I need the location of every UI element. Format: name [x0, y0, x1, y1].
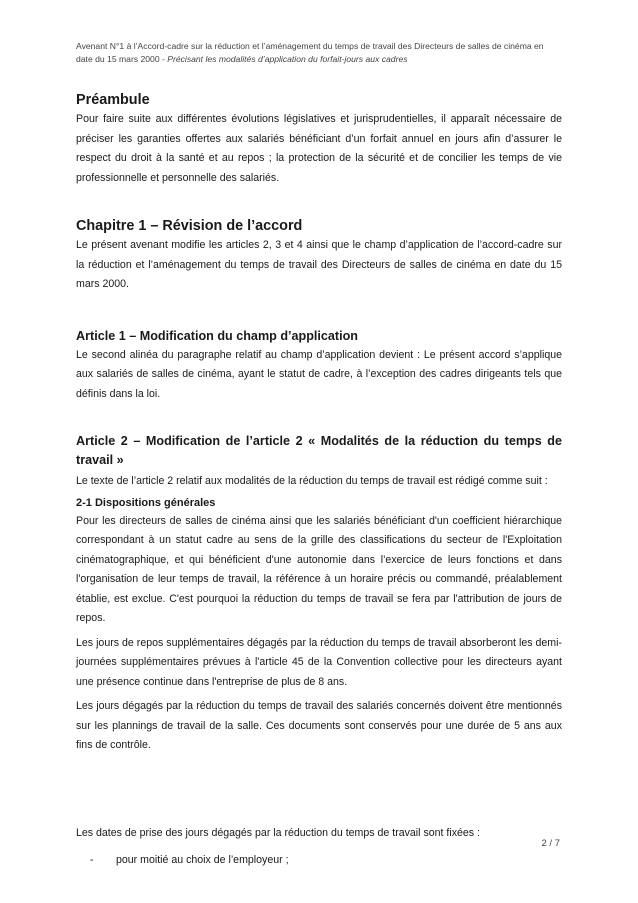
article1-text: Le second alinéa du paragraphe relatif au champ d’application devient : Le présent accord s’applique aux salariés de salles de cinéma, ayant le statut de cadre, à l’exception des cadres dirigeants tels que définis dans la loi. — [76, 348, 562, 400]
header-line-2 — [76, 53, 564, 66]
subsection-2-1-title: 2-1 Dispositions générales — [76, 496, 216, 509]
article2-intro: Le texte de l’article 2 relatif aux modalités de la réduction du temps de travail est rédigé comme suit : — [76, 475, 548, 487]
header-date: date du 15 mars 2000 - — [76, 54, 168, 64]
article2-para3: Les jours dégagés par la réduction du temps de travail des salariés concernés doivent être mentionnés sur les plannings de travail de la salle. Ces documents sont conservés pour une durée de 5 ans aux fins de contrôle. — [76, 700, 562, 751]
header-subtitle: Précisant les modalités d’application du forfait-jours aux cadres — [167, 54, 408, 64]
article2-para2: Les jours de repos supplémentaires dégagés par la réduction du temps de travail absorberont les demi-journées supplémentaires prévues à l'article 45 de la Convention collective pour les directeurs ayant une présence continue dans l'entreprise de plus de 8 ans. — [76, 636, 562, 688]
preambule-title: Préambule — [76, 92, 150, 108]
list-item — [76, 851, 562, 870]
chapitre1-title: Chapitre 1 – Révision de l’accord — [76, 218, 303, 234]
article2-para1: Pour les directeurs de salles de cinéma ainsi que les salariés bénéficiant d'un coefficient hiérarchique correspondant à un statut cadre au sens de la grille des classifications du secteur de l'Exploitation cinématographique, et qui bénéficient d'une autonomie dans l’exercice de leurs fonctions et dans l'organisation de leur temps de travail, la référence à un horaire précis ou commandé, préalablement établie, est exclue. C'est pourquoi la réduction du temps de travail se fera par l'attribution de jours de repos. — [76, 514, 562, 624]
document-body — [76, 91, 562, 870]
list-bullet: - — [90, 854, 94, 866]
running-header — [76, 40, 564, 66]
chapitre1-text: Le présent avenant modifie les articles 2, 3 et 4 ainsi que le champ d’application de l’accord-cadre sur la réduction et l’aménagement du temps de travail des Directeurs de salles de cinéma en date du 15 mars 2000. — [76, 239, 562, 290]
preambule-text: Pour faire suite aux différentes évolutions législatives et jurisprudentielles, il apparaît nécessaire de préciser les garanties offertes aux salariés bénéficiant d’un forfait annuel en jours afin d’assurer le respect du droit à la santé et au repos ; la protection de la sécurité et de concilier les temps de vie professionnelle et personnelle des salariés. — [76, 113, 562, 184]
list-item-text: pour moitié au choix de l’employeur ; — [116, 854, 289, 866]
article2-title: Article 2 – Modification de l’article 2 « Modalités de la réduction du temps de travail » — [76, 434, 562, 467]
page-number: 2 / 7 — [541, 838, 560, 849]
header-line-1: Avenant N°1 à l’Accord-cadre sur la réduction et l’aménagement du temps de travail des Directeurs de salles de cinéma en — [76, 41, 544, 51]
article2-para4: Les dates de prise des jours dégagés par la réduction du temps de travail sont fixées : — [76, 826, 480, 839]
article1-title: Article 1 – Modification du champ d’application — [76, 328, 358, 343]
